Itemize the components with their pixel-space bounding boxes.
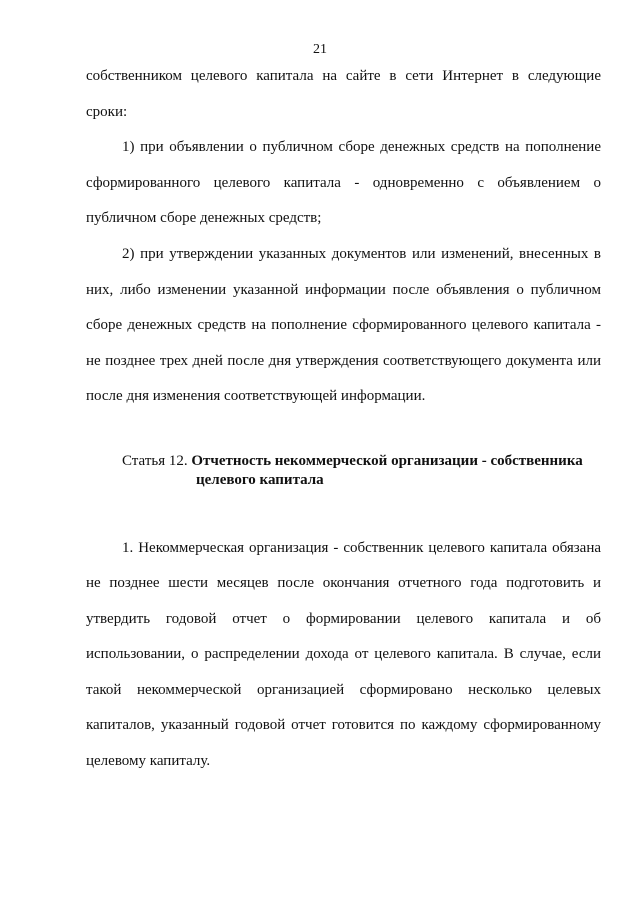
item-1-line-2: сформированного целевого капитала - одновременно с объявлением о — [86, 175, 601, 191]
intro-line-1: собственником целевого капитала на сайте в сети Интернет в следующие — [86, 68, 601, 84]
item-2-line-5: после дня изменения соответствующей информации. — [86, 388, 426, 404]
article-para-line-6: капиталов, указанный годовой отчет готовится по каждому сформированному — [86, 717, 601, 733]
article-para-line-2: не позднее шести месяцев после окончания отчетного года подготовить и — [86, 575, 601, 591]
article-para-line-4: использовании, о распределении дохода от целевого капитала. В случае, если — [86, 646, 601, 662]
article-title-line-2: целевого капитала — [196, 472, 324, 488]
item-1-line-1: 1) при объявлении о публичном сборе денежных средств на пополнение — [122, 139, 601, 155]
item-1-line-3: публичном сборе денежных средств; — [86, 210, 322, 226]
article-para-line-1: 1. Некоммерческая организация - собственник целевого капитала обязана — [122, 540, 601, 556]
article-prefix: Статья 12. — [122, 453, 188, 469]
item-2-line-1: 2) при утверждении указанных документов или изменений, внесенных в — [122, 246, 601, 262]
item-2-line-2: них, либо изменении указанной информации после объявления о публичном — [86, 282, 601, 298]
article-title-line-1: Отчетность некоммерческой организации - собственника — [191, 453, 583, 469]
item-2-line-3: сборе денежных средств на пополнение сформированного целевого капитала - — [86, 317, 601, 333]
intro-line-2: сроки: — [86, 104, 128, 120]
article-para-line-5: такой некоммерческой организацией сформировано несколько целевых — [86, 682, 601, 698]
article-para-line-7: целевому капиталу. — [86, 753, 211, 769]
page-number: 21 — [313, 42, 327, 57]
item-2-line-4: не позднее трех дней после дня утверждения соответствующего документа или — [86, 353, 601, 369]
article-para-line-3: утвердить годовой отчет о формировании целевого капитала и об — [86, 611, 601, 627]
